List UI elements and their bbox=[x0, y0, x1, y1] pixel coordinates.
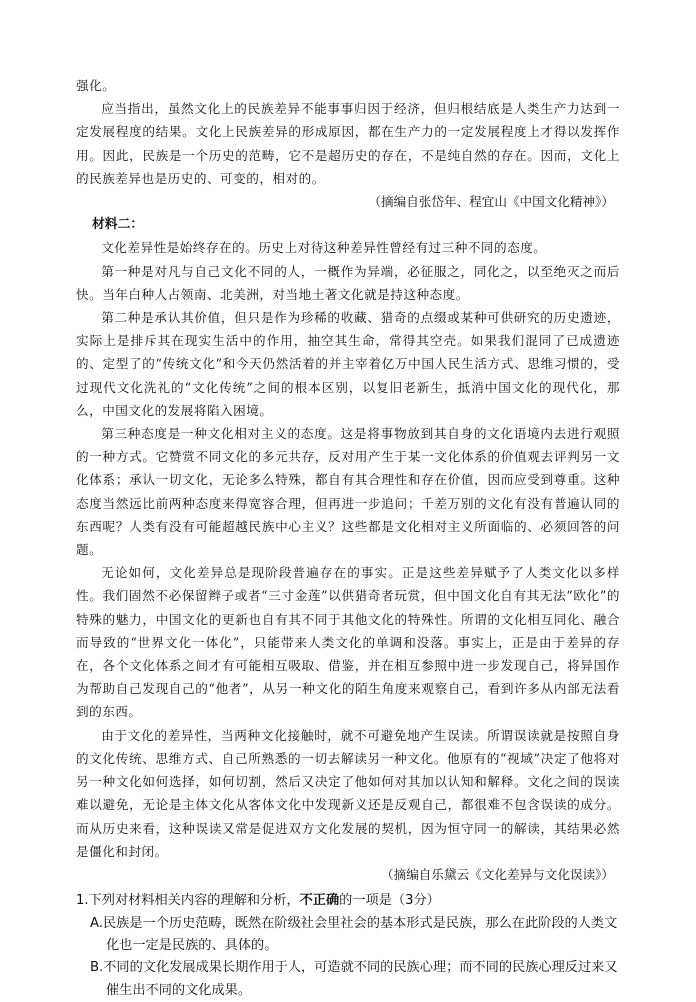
question-1-suffix: 的一项是（3分） bbox=[339, 893, 440, 909]
question-1-prefix: 1.下列对材料相关内容的理解和分析， bbox=[76, 893, 300, 909]
option-a-text: 民族是一个历史范畴，既然在阶级社会里社会的基本形式是民族，那么在此阶段的人类文化也一定是民族的、具体的。 bbox=[102, 915, 618, 953]
material1-para-end: 强化。 bbox=[76, 78, 116, 93]
option-a[interactable] bbox=[90, 913, 620, 958]
material1-para2: 应当指出，虽然文化上的民族差异不能事事归因于经济，但归根结底是人类生产力达到一定发展程度的结果。文化上民族差异的形成原因，都在生产力的一定发展程度上才得以发挥作用。因此，民族是一个历史的范畴，它不是超历史的存在，不是纯自然的存在。因而，文化上的民族差异也是历史的、可变的，相对的。 bbox=[76, 101, 620, 186]
material2-para-2: 第一种是对凡与自己文化不同的人，一概作为异端，必征服之，同化之，以至绝灭之而后快。当年白种人占领南、北美洲，对当地土著文化就是持这种态度。 bbox=[76, 263, 620, 302]
material2-label: 材料二： bbox=[92, 217, 144, 233]
material1-source: （摘编自张岱年、程宜山《中国文化精神》） bbox=[368, 194, 614, 210]
material2-para-1: 文化差异性是始终存在的。历史上对待这种差异性曾经有过三种不同的态度。 bbox=[101, 240, 547, 256]
option-a-letter: A. bbox=[90, 915, 103, 931]
material2-para-3: 第二种是承认其价值，但只是作为珍稀的收藏、猎奇的点缀或某种可供研究的历史遗迹，实际上是排斥其在现实生活中的作用，抽空其生命，常得其空壳。如果我们混同了已成遗迹的、定型了的“传统文化”和今天仍然活着的并主宰着亿万中国人民生活方式、思维习惯的，受过现代文化洗礼的“文化传统”之间的根本区别，以复旧老新生，抵消中国文化的现代化，那么，中国文化的发展将陷入困境。 bbox=[76, 310, 620, 418]
material2-para-4: 第三种态度是一种文化相对主义的态度。这是将事物放到其自身的文化语境内去进行观照的一种方式。它赞赏不同文化的多元共存，反对用产生于某一文化体系的价值观去评判另一文化体系；承认一切文化，无论多么特殊，都自有其合理性和存在价值，因而应受到尊重。这种态度当然远比前两种态度来得宽容合理，但再进一步追问；千差万别的文化有没有普遍认同的东西呢？人类有没有可能超越民族中心主义？这些都是文化相对主义所面临的、必须回答的问题。 bbox=[76, 426, 620, 558]
question-1-negation: 不正确 bbox=[299, 893, 340, 909]
option-b-letter: B. bbox=[90, 960, 104, 976]
option-b[interactable] bbox=[90, 957, 620, 1002]
material2-source: （摘编自乐黛云《文化差异与文化误读》） bbox=[381, 866, 614, 882]
material2-para-5: 无论如何，文化差异总是现阶段普遍存在的事实。正是这些差异赋予了人类文化以多样性。我们固然不必保留辫子或者“三寸金莲”以供猎奇者玩赏，但中国文化自有其无法“欧化”的特殊的魅力，中国文化的更新也自有其不同于其他文化的特殊性。所谓的文化相互同化、融合而导致的“世界文化一体化”，只能带来人类文化的单调和没落。事实上，正是由于差异的存在，各个文化体系之间才有可能相互吸取、借鉴，并在相互参照中进一步发现自己，将异国作为帮助自己发现自己的“他者”，从另一种文化的陌生角度来观察自己，看到许多从内部无法看到的东西。 bbox=[76, 565, 620, 720]
option-b-text: 不同的文化发展成果长期作用于人，可造就不同的民族心理；而不同的民族心理反过来又催生出不同的文化成果。 bbox=[103, 960, 618, 998]
question-1-stem bbox=[76, 890, 620, 912]
material2-para-6: 由于文化的差异性，当两种文化接触时，就不可避免地产生误读。所谓误读就是按照自身的文化传统、思维方式、自己所熟悉的一切去解读另一种文化。他原有的“视域”决定了他将对另一种文化如何选择，如何切割，然后又决定了他如何对其加以认知和解释。文化之间的误读难以避免，无论是主体文化从客体文化中发现新义还是反观自己，都很难不包含误读的成分。而从历史来看，这种误读又常是促进双方文化发展的契机，因为恒守同一的解读，其结果必然是僵化和封闭。 bbox=[76, 727, 620, 859]
